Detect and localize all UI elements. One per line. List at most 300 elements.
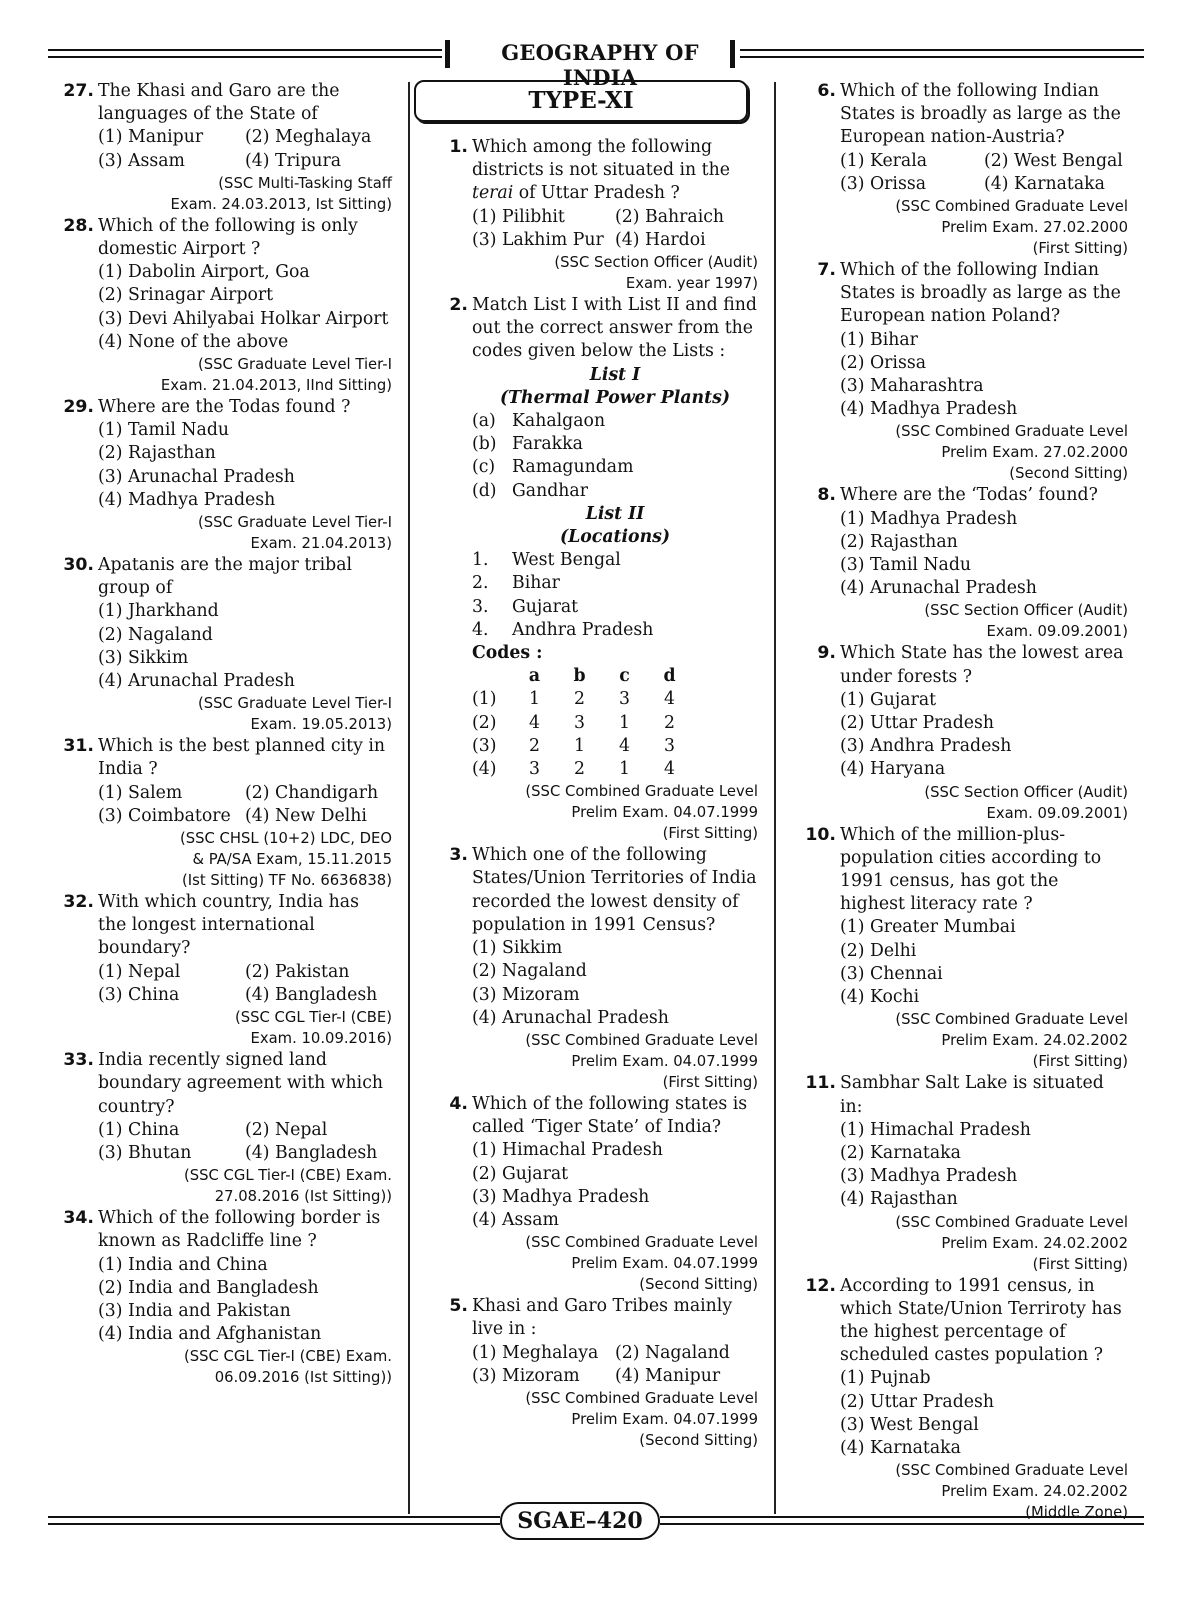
question-number: 10.: [805, 824, 836, 845]
option: [840, 352, 1128, 375]
option-number: (1): [840, 1368, 865, 1389]
question-stem: Apatanis are the major tribal group of: [98, 555, 353, 599]
option-text: Himachal Pradesh: [502, 1140, 663, 1161]
list-item: [472, 433, 758, 456]
option-number: (2): [98, 624, 123, 645]
option-number: (4): [472, 1007, 497, 1028]
option-number: (4): [840, 1437, 865, 1458]
option-number: (1): [98, 127, 123, 148]
question-number: 34.: [63, 1208, 94, 1229]
exam-source: [98, 354, 392, 396]
list-item: [472, 596, 758, 619]
codes-cell: 3: [664, 735, 675, 756]
question-stem: Which of the following is only domestic Airport ?: [98, 215, 358, 260]
codes-row: [472, 758, 758, 781]
option-number: (2): [840, 713, 865, 734]
exam-source-line: (First Sitting): [1032, 240, 1128, 258]
option-text: Assam: [502, 1209, 559, 1230]
exam-source-line: Prelim Exam. 04.07.1999: [571, 1052, 758, 1070]
question-stem: Which of the following states is called ‘Tiger State’ of India?: [472, 1093, 748, 1138]
exam-source-line: 06.09.2016 (Ist Sitting)): [214, 1369, 392, 1387]
option-text: Karnataka: [1014, 173, 1105, 194]
option-number: (2): [840, 1142, 865, 1163]
option-row: [98, 1119, 392, 1142]
option: [840, 375, 1128, 398]
option-number: (4): [98, 489, 123, 510]
option: [98, 1119, 245, 1142]
option-text: Meghalaya: [502, 1342, 599, 1363]
option: [840, 1414, 1128, 1437]
exam-source: [98, 828, 392, 891]
option: [840, 735, 1128, 758]
codes-label: Codes :: [472, 643, 543, 664]
exam-source-line: (SSC Combined Graduate Level: [525, 783, 758, 801]
exam-source-line: (SSC Graduate Level Tier-I: [197, 695, 392, 713]
option-text: Manipur: [645, 1365, 721, 1386]
codes-cell: 2: [529, 735, 540, 756]
option: [472, 937, 758, 960]
option-row: [98, 961, 392, 984]
option: [98, 624, 392, 647]
option-number: (4): [98, 1324, 123, 1345]
option: [98, 126, 245, 149]
list-item: [472, 480, 758, 503]
option-text: Rajasthan: [128, 443, 216, 464]
question-number: 12.: [805, 1275, 836, 1296]
option-number: (2): [98, 1277, 123, 1298]
list-key: 3.: [472, 596, 489, 617]
codes-header-cell: b: [573, 666, 586, 687]
option-text: Tripura: [275, 150, 342, 171]
exam-source-line: (Second Sitting): [639, 1431, 758, 1449]
exam-source-line: Exam. 09.09.2001): [986, 804, 1128, 822]
option: [840, 689, 1128, 712]
option-number: (2): [98, 285, 123, 306]
option-number: (2): [245, 961, 270, 982]
question: [800, 259, 1128, 484]
question-number: 6.: [817, 81, 836, 101]
option-number: (2): [245, 782, 270, 803]
option-number: (4): [245, 805, 270, 826]
option-text: Pilibhit: [502, 206, 565, 227]
option: [840, 712, 1128, 735]
exam-source-line: (First Sitting): [662, 825, 758, 843]
question-stem: Which of the million-plus-population cities according to 1991 census, has got the highest literacy rate ?: [840, 824, 1102, 915]
option-number: (1): [98, 1254, 123, 1275]
exam-source-line: (SSC Graduate Level Tier-I: [197, 514, 392, 532]
option-number: (3): [840, 736, 865, 757]
exam-source-line: Prelim Exam. 24.02.2002: [941, 1483, 1128, 1501]
option: [472, 1365, 615, 1388]
option-number: (3): [472, 1186, 497, 1207]
option-text: Hardoi: [645, 229, 706, 250]
exam-source: [472, 1030, 758, 1093]
option-text: New Delhi: [275, 805, 367, 826]
option-text: Sikkim: [128, 647, 189, 668]
option-text: India and China: [128, 1254, 268, 1275]
option-number: (1): [98, 420, 123, 441]
exam-source: [98, 1165, 392, 1207]
option-number: (2): [615, 206, 640, 227]
codes-cell: 1: [619, 712, 630, 733]
option: [98, 1300, 392, 1323]
option-number: (1): [472, 938, 497, 959]
question: [800, 1275, 1128, 1524]
option: [98, 805, 245, 828]
exam-source: [98, 693, 392, 735]
option-text: Bangladesh: [275, 1142, 378, 1163]
option-number: (2): [984, 150, 1009, 171]
option-text: Nagaland: [502, 961, 587, 982]
list-value: Bihar: [512, 573, 560, 594]
option-number: (3): [472, 1365, 497, 1386]
option-text: Madhya Pradesh: [870, 399, 1018, 420]
option: [472, 1209, 758, 1232]
option: [984, 150, 1128, 173]
exam-source-line: (SSC Combined Graduate Level: [525, 1389, 758, 1407]
option-number: (2): [245, 127, 270, 148]
option-number: (3): [840, 555, 865, 576]
question: [58, 396, 392, 554]
option-number: (4): [984, 173, 1009, 194]
type-heading: TYPE-XI: [414, 80, 748, 122]
option-text: Rajasthan: [870, 1189, 958, 1210]
option-text: Uttar Pradesh: [870, 1391, 994, 1412]
list-key: 2.: [472, 573, 489, 594]
exam-source-line: (SSC CGL Tier-I (CBE) Exam.: [183, 1167, 392, 1185]
question-number: 1.: [449, 137, 468, 157]
exam-source-line: (Second Sitting): [639, 1276, 758, 1294]
exam-source: [840, 600, 1128, 642]
option-row: [840, 150, 1128, 173]
list-value: West Bengal: [512, 550, 621, 571]
exam-source: [840, 421, 1128, 484]
exam-source: [840, 782, 1128, 824]
exam-source-line: (SSC Section Officer (Audit): [924, 602, 1128, 620]
option: [98, 331, 392, 354]
option-number: (3): [840, 1414, 865, 1435]
option-number: (3): [840, 376, 865, 397]
option-row: [98, 1142, 392, 1165]
option: [245, 782, 392, 805]
option: [840, 986, 1128, 1009]
question: [58, 80, 392, 215]
column-right: [800, 80, 1128, 1523]
question: [58, 215, 392, 396]
option: [840, 1188, 1128, 1211]
list-item: [472, 456, 758, 479]
option: [98, 150, 245, 173]
option-number: (2): [840, 1391, 865, 1412]
question-stem: Where are the ‘Todas’ found?: [840, 485, 1098, 506]
list-value: Gandhar: [512, 480, 588, 501]
option: [840, 1165, 1128, 1188]
option: [840, 577, 1128, 600]
question-number: 11.: [805, 1073, 836, 1094]
option-text: Arunachal Pradesh: [128, 671, 295, 692]
option-text: Gujarat: [870, 689, 937, 710]
option-number: (2): [840, 531, 865, 552]
option-number: (1): [98, 1119, 123, 1140]
option: [840, 1142, 1128, 1165]
exam-source-line: (SSC Section Officer (Audit): [554, 254, 758, 272]
question: [800, 642, 1128, 823]
question: [432, 294, 758, 844]
option-text: Arunachal Pradesh: [128, 466, 295, 487]
option-text: Tamil Nadu: [128, 420, 230, 441]
question-number: 2.: [449, 295, 468, 316]
option: [840, 1391, 1128, 1414]
option-text: West Bengal: [1014, 150, 1123, 171]
exam-source-line: & PA/SA Exam, 15.11.2015: [192, 851, 392, 869]
option-number: (3): [98, 1300, 123, 1321]
option-number: (1): [472, 206, 497, 227]
question-stem: Which among the following districts is not situated in the terai of Uttar Pradesh ?: [472, 137, 730, 204]
option: [840, 554, 1128, 577]
option-text: Kerala: [870, 150, 928, 171]
codes-header-cell: c: [619, 666, 630, 687]
option-text: Haryana: [870, 759, 946, 780]
option: [472, 229, 615, 252]
exam-source-line: Prelim Exam. 04.07.1999: [571, 1410, 758, 1428]
list-title: List II: [585, 503, 645, 524]
option: [472, 1007, 758, 1030]
option-text: Salem: [128, 782, 183, 803]
option-row: [98, 805, 392, 828]
option-text: West Bengal: [870, 1414, 979, 1435]
codes-header-cell: d: [663, 666, 676, 687]
option-number: (3): [98, 308, 123, 329]
option-text: Maharashtra: [870, 376, 984, 397]
option-number: (1): [98, 262, 123, 283]
option: [245, 961, 392, 984]
question-number: 33.: [63, 1050, 94, 1071]
question-stem: India recently signed land boundary agreement with which country?: [98, 1050, 384, 1117]
option-number: (4): [245, 984, 270, 1005]
exam-source-line: (First Sitting): [662, 1073, 758, 1091]
list-subtitle: (Thermal Power Plants): [499, 387, 731, 408]
list-key: 4.: [472, 619, 489, 640]
option-text: Delhi: [870, 940, 917, 961]
exam-source-line: Exam. 21.04.2013): [250, 535, 392, 553]
question-number: 30.: [63, 555, 94, 576]
exam-source-line: 27.08.2016 (Ist Sitting)): [214, 1188, 392, 1206]
list-item: [472, 619, 758, 642]
option-text: Andhra Pradesh: [870, 736, 1012, 757]
exam-source-line: (SSC Combined Graduate Level: [895, 198, 1128, 216]
page-footer: [48, 1502, 1144, 1542]
exam-source-line: Exam. year 1997): [625, 275, 758, 293]
codes-cell: (4): [472, 759, 497, 780]
question: [432, 844, 758, 1093]
option: [840, 173, 984, 196]
option-text: Manipur: [128, 127, 204, 148]
list-item: [472, 410, 758, 433]
option: [98, 1323, 392, 1346]
option-number: (2): [245, 1119, 270, 1140]
option-number: (1): [840, 508, 865, 529]
codes-cell: 3: [574, 712, 585, 733]
option: [98, 1254, 392, 1277]
option-number: (1): [840, 1119, 865, 1140]
codes-cell: 1: [574, 735, 585, 756]
option: [840, 916, 1128, 939]
option-text: Himachal Pradesh: [870, 1119, 1031, 1140]
option: [98, 647, 392, 670]
question-number: 29.: [63, 397, 94, 418]
question-number: 31.: [63, 736, 94, 757]
option: [472, 1342, 615, 1365]
option: [98, 466, 392, 489]
option: [98, 782, 245, 805]
option-number: (4): [840, 987, 865, 1008]
option: [245, 1119, 392, 1142]
question: [58, 1207, 392, 1388]
column-divider: [408, 82, 410, 1514]
option: [472, 1163, 758, 1186]
option-row: [98, 984, 392, 1007]
option-number: (3): [98, 984, 123, 1005]
option-text: Bahraich: [645, 206, 725, 227]
option-text: Bihar: [870, 329, 918, 350]
exam-source-line: Prelim Exam. 24.02.2002: [941, 1032, 1128, 1050]
option-text: Nepal: [128, 961, 181, 982]
codes-cell: 1: [529, 689, 540, 710]
codes-row: [472, 688, 758, 711]
option: [245, 150, 392, 173]
list-item: [472, 572, 758, 595]
exam-source-line: (SSC CGL Tier-I (CBE): [234, 1009, 392, 1027]
option-text: Kochi: [870, 987, 920, 1008]
option-text: Greater Mumbai: [870, 917, 1016, 938]
option: [98, 1142, 245, 1165]
question-number: 7.: [817, 260, 836, 281]
codes-cell: 3: [529, 759, 540, 780]
option-text: Mizoram: [502, 1365, 580, 1386]
option-number: (3): [98, 150, 123, 171]
option-number: (1): [98, 961, 123, 982]
exam-source: [840, 1212, 1128, 1275]
option-row: [472, 1365, 758, 1388]
exam-source-line: (SSC Graduate Level Tier-I: [197, 356, 392, 374]
option: [98, 1277, 392, 1300]
option: [245, 126, 392, 149]
exam-source: [472, 252, 758, 294]
codes-cell: 4: [619, 735, 630, 756]
question-stem: Which of the following Indian States is broadly as large as the European nation-Austria?: [840, 81, 1121, 148]
option-row: [472, 1342, 758, 1365]
option-text: China: [128, 984, 180, 1005]
option-number: (4): [472, 1209, 497, 1230]
option: [472, 984, 758, 1007]
header-rule-left: [48, 49, 442, 58]
option-text: Coimbatore: [128, 805, 231, 826]
option-row: [98, 126, 392, 149]
list-subtitle: (Locations): [559, 527, 671, 548]
option-text: Orissa: [870, 352, 926, 373]
question: [800, 824, 1128, 1073]
header-bar-right: [730, 40, 735, 68]
option-text: Lakhim Pur: [502, 229, 604, 250]
option-number: (4): [840, 578, 865, 599]
question-stem: Which State has the lowest area under forests ?: [840, 643, 1124, 687]
list-value: Farakka: [512, 434, 583, 455]
header-bar-left: [445, 40, 450, 68]
option-number: (1): [472, 1140, 497, 1161]
question-number: 8.: [817, 485, 836, 506]
exam-source: [98, 1007, 392, 1049]
option: [98, 961, 245, 984]
exam-source-line: Exam. 19.05.2013): [250, 716, 392, 734]
option-text: Assam: [128, 150, 185, 171]
option-text: None of the above: [128, 331, 289, 352]
option-text: Sikkim: [502, 938, 563, 959]
option-text: Bhutan: [128, 1142, 192, 1163]
option-number: (4): [840, 759, 865, 780]
option-number: (4): [245, 150, 270, 171]
option-text: Srinagar Airport: [128, 285, 274, 306]
question-stem: The Khasi and Garo are the languages of the State of: [98, 81, 340, 125]
option: [840, 150, 984, 173]
question-stem: With which country, India has the longest international boundary?: [98, 892, 359, 959]
codes-cell: (1): [472, 689, 497, 710]
codes-cell: 4: [664, 759, 675, 780]
option: [98, 670, 392, 693]
exam-source-line: Exam. 24.03.2013, Ist Sitting): [170, 195, 392, 213]
option-text: Madhya Pradesh: [502, 1186, 650, 1207]
option: [615, 206, 758, 229]
codes-cell: 3: [619, 689, 630, 710]
list-key: (a): [472, 411, 496, 432]
option-row: [472, 206, 758, 229]
codes-cell: 2: [664, 712, 675, 733]
option: [472, 1139, 758, 1162]
exam-source-line: (SSC Combined Graduate Level: [525, 1031, 758, 1049]
page-title: GEOGRAPHY OF INDIA: [501, 40, 699, 90]
option: [98, 419, 392, 442]
question-stem: Which one of the following States/Union Territories of India recorded the lowest density of population in 1991 Census?: [472, 845, 757, 935]
option: [245, 805, 392, 828]
option-row: [472, 229, 758, 252]
option-text: Karnataka: [870, 1437, 961, 1458]
option: [840, 758, 1128, 781]
option: [615, 1342, 758, 1365]
option-number: (1): [840, 917, 865, 938]
list-key: 1.: [472, 550, 489, 571]
column-divider: [774, 82, 776, 1514]
codes-cell: (2): [472, 712, 497, 733]
codes-header: [472, 665, 758, 688]
codes-cell: (3): [472, 735, 497, 756]
footer-rule-left: [48, 1516, 500, 1525]
option: [615, 229, 758, 252]
list-key: (b): [472, 434, 497, 455]
option-text: Jharkhand: [128, 601, 219, 622]
option-text: Orissa: [870, 173, 926, 194]
question: [58, 554, 392, 735]
option-number: (2): [615, 1342, 640, 1363]
option: [245, 984, 392, 1007]
page-number: SGAE–420: [500, 1502, 660, 1540]
exam-source-line: Prelim Exam. 04.07.1999: [571, 1255, 758, 1273]
exam-source-line: (SSC Combined Graduate Level: [895, 1011, 1128, 1029]
exam-source-line: (First Sitting): [1032, 1255, 1128, 1273]
option-text: Nepal: [275, 1119, 328, 1140]
header-rule-right: [740, 49, 1144, 58]
codes-cell: 1: [619, 759, 630, 780]
exam-source-line: (SSC Combined Graduate Level: [895, 1462, 1128, 1480]
question-number: 32.: [63, 892, 94, 913]
